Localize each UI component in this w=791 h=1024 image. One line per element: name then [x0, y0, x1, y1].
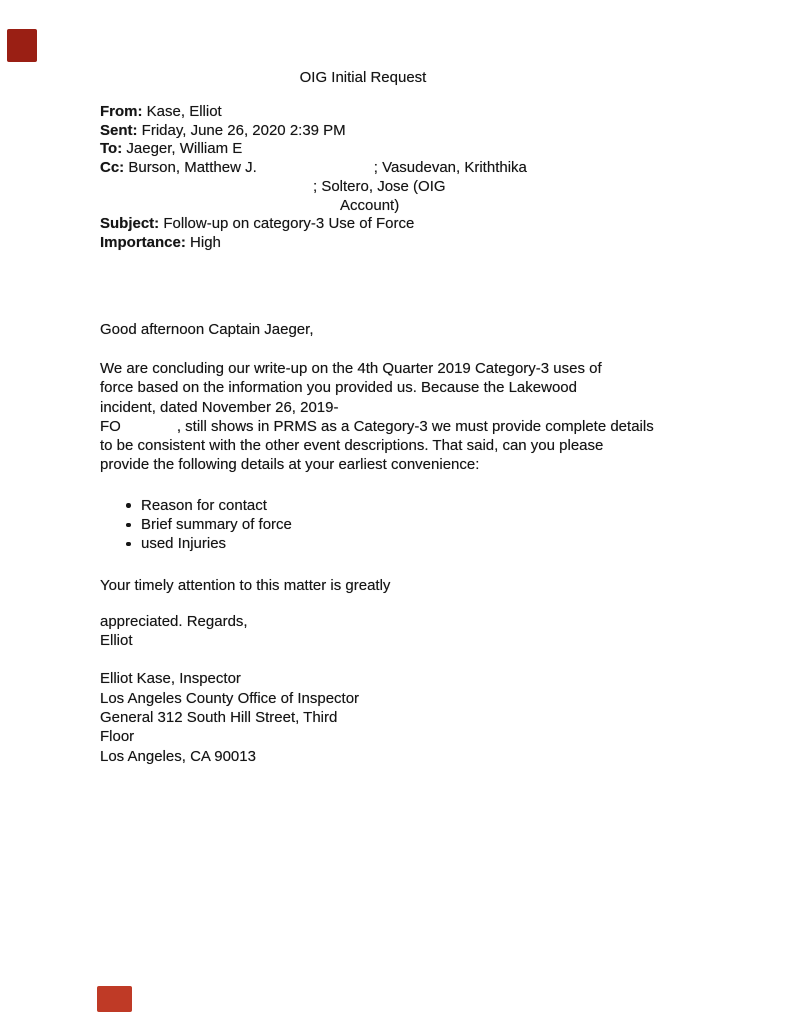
- signature-line: Floor: [100, 728, 135, 746]
- paragraph-line: to be consistent with the other event descriptions. That said, can you please: [100, 437, 604, 455]
- email-body: [100, 320, 700, 766]
- paragraph-line: incident, dated November 26, 2019-: [100, 398, 339, 416]
- sent-value: Friday, June 26, 2020 2:39 PM: [141, 121, 346, 139]
- subject-value: Follow-up on category-3 Use of Force: [163, 215, 415, 233]
- header-sent-line: [100, 122, 700, 141]
- greeting-line: Good afternoon Captain Jaeger,: [100, 320, 314, 338]
- header-to-line: [100, 140, 700, 159]
- email-header-block: [100, 103, 700, 253]
- request-bullet-list: [100, 496, 700, 554]
- header-subject-line: [100, 215, 700, 234]
- header-cc-line: [100, 159, 700, 178]
- header-importance-line: [100, 234, 700, 253]
- signature-block: [100, 669, 700, 765]
- signature-line: General 312 South Hill Street, Third: [100, 709, 338, 727]
- signature-line: Elliot Kase, Inspector: [100, 670, 241, 688]
- paragraph-line-redacted: [100, 417, 700, 436]
- bullet-item: Reason for contact: [100, 496, 700, 515]
- closing-line-3: Elliot: [100, 632, 133, 650]
- importance-label: Importance:: [100, 233, 186, 251]
- subject-label: Subject:: [100, 215, 160, 233]
- from-label: From:: [100, 103, 143, 120]
- paragraph-line: We are concluding our write-up on the 4th Quarter 2019 Category-3 uses of: [100, 359, 602, 377]
- bullet-item: Brief summary of force: [100, 515, 700, 534]
- header-from-line: [100, 103, 700, 122]
- cc-label: Cc:: [100, 159, 125, 177]
- importance-value: High: [190, 233, 221, 251]
- cc-value-2: ; Vasudevan, Kriththika: [373, 159, 527, 177]
- paragraph-line: provide the following details at your earliest convenience:: [100, 456, 480, 474]
- document-title: OIG Initial Request: [299, 69, 427, 86]
- to-value: Jaeger, William E: [126, 140, 243, 158]
- closing-line-2: appreciated. Regards,: [100, 612, 248, 630]
- redacted-prefix: FO: [100, 417, 121, 435]
- cc-continuation-line-1: ; Soltero, Jose (OIG: [313, 177, 446, 195]
- closing-line-1: Your timely attention to this matter is greatly: [100, 576, 391, 594]
- cc-value-1: Burson, Matthew J.: [128, 159, 257, 177]
- to-label: To:: [100, 140, 123, 158]
- signature-line: Los Angeles, CA 90013: [100, 747, 256, 765]
- paragraph-line: force based on the information you provided us. Because the Lakewood: [100, 379, 577, 397]
- from-value: Kase, Elliot: [146, 103, 222, 120]
- bullet-item: used Injuries: [100, 534, 700, 553]
- signature-line: Los Angeles County Office of Inspector: [100, 689, 360, 707]
- redacted-suffix: , still shows in PRMS as a Category-3 we must provide complete details: [176, 417, 654, 435]
- body-paragraph: [100, 359, 700, 475]
- cc-continuation-line-2: Account): [340, 196, 400, 214]
- sent-label: Sent:: [100, 121, 138, 139]
